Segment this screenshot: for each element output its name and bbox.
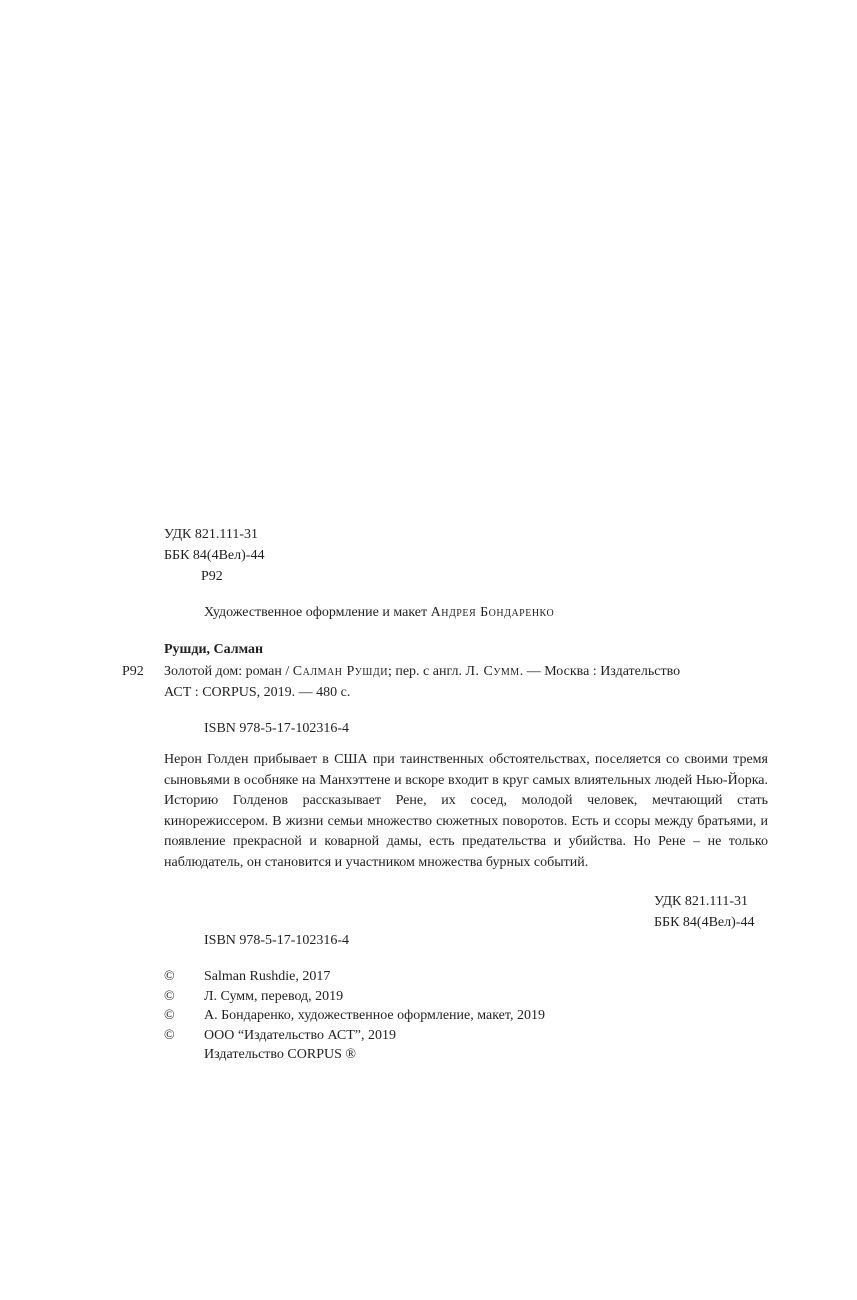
copyright-symbol: © — [164, 1028, 175, 1043]
copyright-text: ООО “Издательство АСТ”, 2019 — [204, 1028, 396, 1043]
copyright-symbol: © — [164, 969, 175, 984]
bibliographic-line-1 — [164, 662, 680, 682]
author-name: Салман Рушди — [292, 664, 388, 679]
author-mark-entry: Р92 — [122, 664, 144, 679]
copyright-text: А. Бондаренко, художественное оформление, макет, 2019 — [204, 1008, 545, 1023]
bibliographic-line-2: АСТ : CORPUS, 2019. — 480 с. — [164, 685, 351, 700]
udk-code-bottom: УДК 821.111-31 — [654, 894, 749, 909]
copyright-text: Л. Сумм, перевод, 2019 — [204, 989, 344, 1004]
publisher-part: . — Москва : Издательство — [519, 664, 681, 679]
udk-code-top: УДК 821.111-31 — [164, 527, 259, 542]
publisher-imprint: Издательство CORPUS ® — [204, 1047, 357, 1062]
bbk-code-top: ББК 84(4Вел)-44 — [164, 548, 265, 563]
copyright-text: Salman Rushdie, 2017 — [204, 969, 331, 984]
design-credits-prefix: Художественное оформление и макет — [204, 605, 431, 620]
copyright-symbol: © — [164, 989, 175, 1004]
design-credits — [204, 603, 554, 623]
annotation-paragraph: Нерон Голден прибывает в США при таинственных обстоятельствах, поселяется со своими тремя сыновьями в особняке на Манхэттене и вскоре входит в круг самых влиятельных людей Нью-Йорка. Историю Голденов рассказывает Рене, их сосед, молодой человек, мечтающий стать кинорежиссером. В жизни семьи множество сюжетных поворотов. Есть и ссоры между братьями, и появление прекрасной и коварной дамы, есть предательства и убийства. Но Рене – не только наблюдатель, он становится и участником множества бурных событий. — [164, 752, 768, 870]
translator-name: Л. Сумм — [465, 664, 520, 679]
isbn-bottom: ISBN 978-5-17-102316-4 — [204, 933, 350, 948]
designer-name: Андрея Бондаренко — [430, 605, 555, 620]
translation-note: ; пер. с англ. — [387, 664, 466, 679]
author-heading: Рушди, Салман — [164, 642, 264, 657]
title-part: Золотой дом: роман / — [164, 664, 293, 679]
copyright-symbol: © — [164, 1008, 175, 1023]
bbk-code-bottom: ББК 84(4Вел)-44 — [654, 915, 755, 930]
isbn-top: ISBN 978-5-17-102316-4 — [204, 721, 350, 736]
author-mark-top: Р92 — [201, 569, 223, 584]
